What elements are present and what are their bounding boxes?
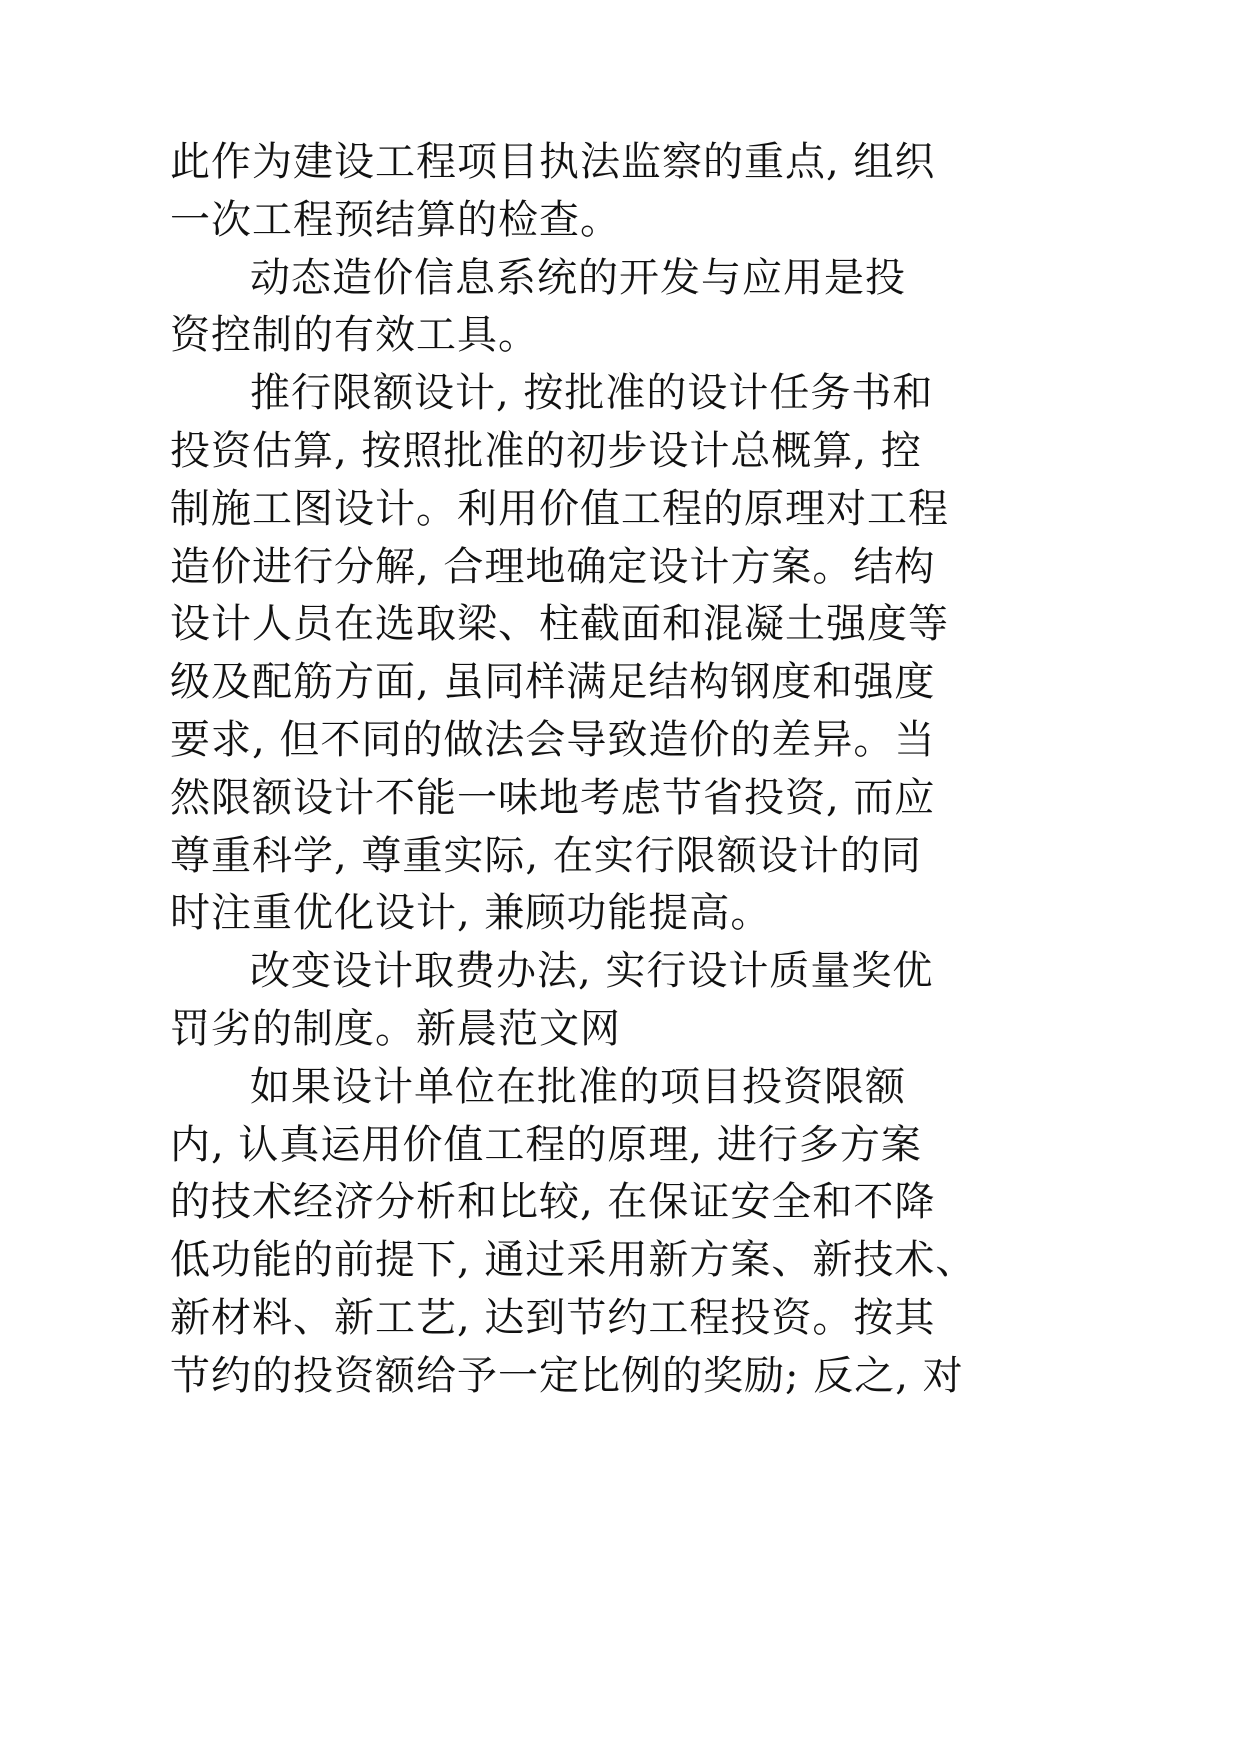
text-line: 然限额设计不能一味地考虑节省投资, 而应 [170,774,936,821]
paragraph [170,365,1170,943]
text-line: 如果设计单位在批准的项目投资限额 [250,1063,906,1110]
text-line: 此作为建设工程项目执法监察的重点, 组织 [170,139,936,185]
text-line: 一次工程预结算的检查。 [170,196,621,243]
paragraph [170,134,1170,250]
text-line: 尊重科学, 尊重实际, 在实行限额设计的同 [170,832,922,879]
text-line: 推行限额设计, 按批准的设计任务书和 [250,370,934,417]
text-line: 资控制的有效工具。 [170,312,539,359]
text-line: 罚劣的制度。新晨范文网 [170,1005,621,1052]
text-line: 内, 认真运用价值工程的原理, 进行多方案 [170,1121,922,1168]
text-line: 设计人员在选取梁、柱截面和混凝土强度等 [170,601,949,648]
text-line: 低功能的前提下, 通过采用新方案、新技术、 [170,1237,977,1284]
text-line: 改变设计取费办法, 实行设计质量奖优 [250,948,934,995]
text-line: 新材料、新工艺, 达到节约工程投资。按其 [170,1294,936,1341]
text-line: 动态造价信息系统的开发与应用是投 [250,254,906,301]
text-line: 时注重优化设计, 兼顾功能提高。 [170,890,772,937]
text-line: 造价进行分解, 合理地确定设计方案。结构 [170,543,936,590]
text-line: 节约的投资额给予一定比例的奖励; 反之, 对 [170,1352,964,1399]
text-line: 投资估算, 按照批准的初步设计总概算, 控 [170,427,922,474]
paragraph [170,943,1170,1059]
text-line: 级及配筋方面, 虽同样满足结构钢度和强度 [170,659,936,706]
body-text [170,134,1170,1406]
text-line: 制施工图设计。利用价值工程的原理对工程 [170,485,949,532]
text-line: 的技术经济分析和比较, 在保证安全和不降 [170,1179,936,1226]
paragraph [170,1059,1170,1406]
paragraph [170,250,1170,366]
text-line: 要求, 但不同的做法会导致造价的差异。当 [170,716,936,763]
